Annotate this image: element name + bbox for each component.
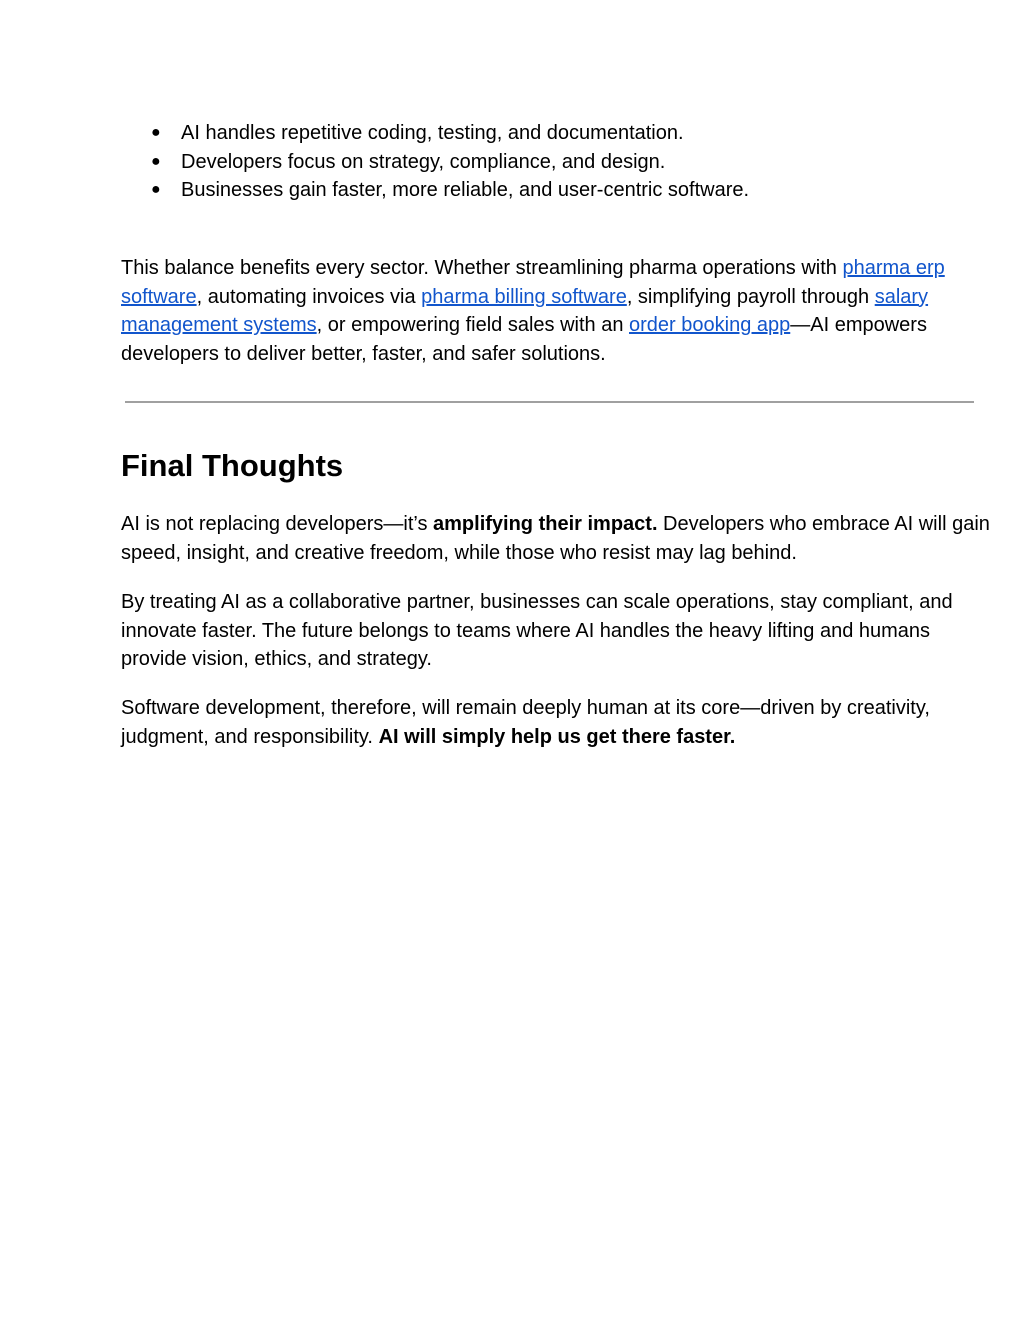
salary-management-link[interactable]: salary management systems <box>121 285 929 337</box>
text: Developers who embrace AI will gain speed, insight, and creative freedom, while those who resist may lag behind. <box>121 513 990 564</box>
text: , simplifying payroll through <box>626 285 875 308</box>
text: , automating invoices via <box>196 285 422 308</box>
divider <box>125 401 974 403</box>
section-heading: Final Thoughts <box>121 448 344 483</box>
sector-paragraph <box>121 254 991 369</box>
paragraph <box>121 510 991 567</box>
list-item: ● Developers focus on strategy, compliance, and design. <box>121 148 749 177</box>
paragraph: By treating AI as a collaborative partner, businesses can scale operations, stay compliant, and innovate faster. The future belongs to teams where AI handles the heavy lifting and humans provide vision, ethics, and strategy. <box>121 591 953 671</box>
bullet-list <box>121 119 749 205</box>
bold-text: AI will simply help us get there faster. <box>378 725 736 748</box>
text: Software development, therefore, will remain deeply human at its core—driven by creativity, judgment, and responsibility. <box>121 697 930 748</box>
text: This balance benefits every sector. Whether streamlining pharma operations with <box>121 257 843 279</box>
order-booking-link[interactable]: order booking app <box>629 314 791 337</box>
pharma-erp-link[interactable]: pharma erp software <box>121 257 945 308</box>
pharma-billing-link[interactable]: pharma billing software <box>421 285 627 308</box>
text: —AI empowers developers to deliver better, faster, and safer solutions. <box>121 314 927 366</box>
list-item: ● Businesses gain faster, more reliable, and user-centric software. <box>121 176 749 205</box>
paragraph <box>121 694 991 751</box>
list-item: ● AI handles repetitive coding, testing, and documentation. <box>121 119 749 148</box>
text: AI is not replacing developers—it’s <box>121 513 434 535</box>
text: , or empowering field sales with an <box>316 314 630 337</box>
bold-text: amplifying their impact. <box>433 513 658 535</box>
